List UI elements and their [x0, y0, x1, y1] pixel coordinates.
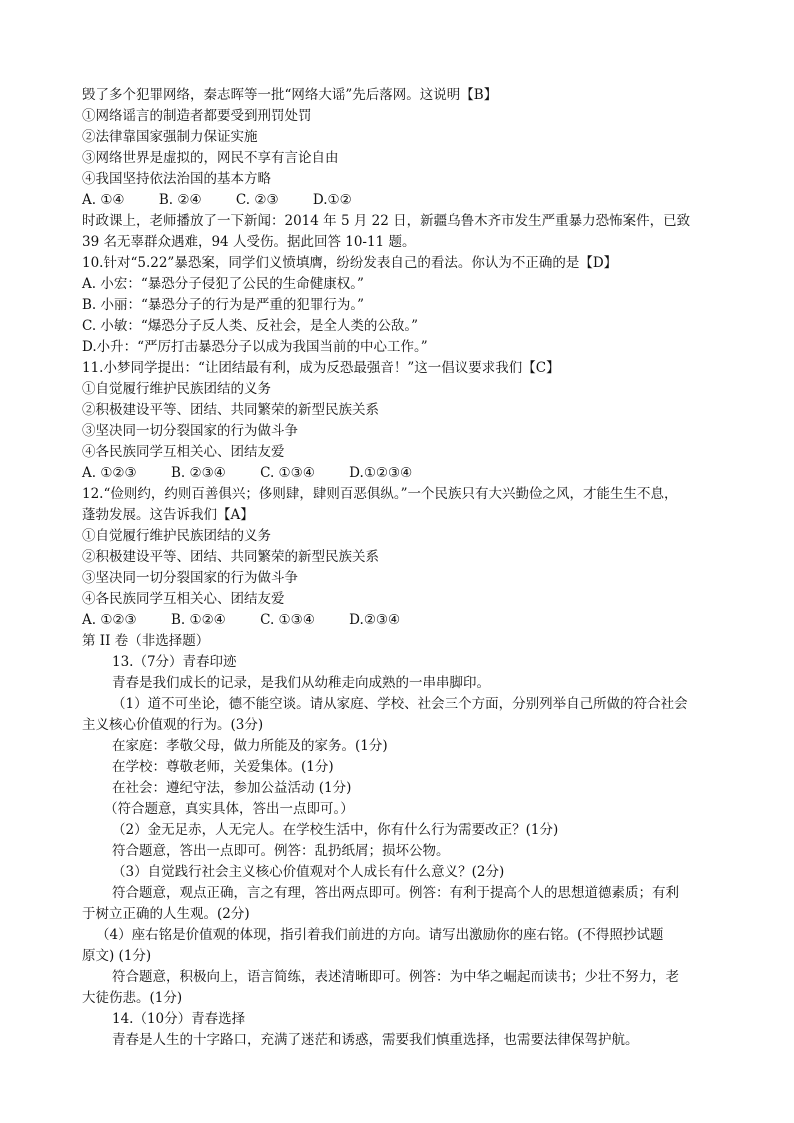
- q12-statement-3: ③坚决同一切分裂国家的行为做斗争: [82, 570, 298, 586]
- q13-part-2: （2）金无足赤，人无完人。在学校生活中，你有什么行为需要改正？(1分): [112, 822, 559, 838]
- question-12-stem-line-1: 12.“俭则约，约则百善俱兴；侈则肆，肆则百恶俱纵。”一个民族只有大兴勤俭之风，才能生生不息，: [82, 486, 678, 502]
- q13-part-4-answer-line-1: 符合题意，积极向上，语言简练，表述清晰即可。例答：为中华之崛起而读书；少壮不努力，老: [112, 969, 679, 985]
- question-9-stem-end: 毁了多个犯罪网络，秦志晖等一批“网络大谣”先后落网。这说明【B】: [82, 87, 498, 103]
- q12-statement-4: ④各民族同学互相关心、团结友爱: [82, 591, 285, 607]
- q11-statement-1: ①自觉履行维护民族团结的义务: [82, 381, 271, 397]
- question-10-stem: 10.针对“5.22”暴恐案，同学们义愤填膺，纷纷发表自己的看法。你认为不正确的是【D】: [82, 255, 618, 271]
- q13-answer-family: 在家庭：孝敬父母，做力所能及的家务。(1分): [112, 738, 388, 754]
- q12-statement-1: ①自觉履行维护民族团结的义务: [82, 528, 271, 544]
- section-2-heading: 第 II 卷（非选择题）: [82, 633, 210, 649]
- q9-options: A. ①④ B. ②④ C. ②③ D.①②: [82, 192, 352, 208]
- q13-part-4-line-1: （4）座右铭是价值观的体现，指引着我们前进的方向。请写出激励你的座右铭。(不得照抄试题: [96, 927, 664, 943]
- q14-intro: 青春是人生的十字路口，充满了迷茫和诱惑，需要我们慎重选择，也需要法律保驾护航。: [112, 1032, 639, 1048]
- q13-answer-society: 在社会：遵纪守法，参加公益活动 (1分): [112, 780, 352, 796]
- q9-statement-2: ②法律靠国家强制力保证实施: [82, 129, 258, 145]
- q13-intro: 青春是我们成长的记录，是我们从幼稚走向成熟的一串串脚印。: [112, 675, 490, 691]
- q13-part-4-answer-line-2: 大徒伤悲。(1分): [82, 990, 183, 1006]
- q10-option-c: C. 小敏：“爆恐分子反人类、反社会，是全人类的公敌。”: [82, 318, 418, 334]
- q10-option-b: B. 小丽：“暴恐分子的行为是严重的犯罪行为。”: [82, 297, 365, 313]
- q13-part-3: （3）自觉践行社会主义核心价值观对个人成长有什么意义？(2分): [112, 864, 505, 880]
- q11-statement-4: ④各民族同学互相关心、团结友爱: [82, 444, 285, 460]
- question-12-stem-line-2: 蓬勃发展。这告诉我们【A】: [82, 507, 254, 523]
- q13-part-2-answer: 符合题意，答出一点即可。例答：乱扔纸屑；损坏公物。: [112, 843, 450, 859]
- q9-statement-1: ①网络谣言的制造者都要受到刑罚处罚: [82, 108, 312, 124]
- q9-statement-3: ③网络世界是虚拟的，网民不享有言论自由: [82, 150, 339, 166]
- question-13-title: 13.（7分）青春印迹: [112, 654, 237, 670]
- q13-part-4-line-2: 原文) (1分): [82, 948, 152, 964]
- q13-answer-school: 在学校：尊敬老师，关爱集体。(1分): [112, 759, 334, 775]
- q11-statement-3: ③坚决同一切分裂国家的行为做斗争: [82, 423, 298, 439]
- q12-options: A. ①②③ B. ①②④ C. ①③④ D.②③④: [82, 612, 401, 628]
- q13-part-3-answer-line-2: 于树立正确的人生观。(2分): [82, 906, 250, 922]
- q13-part-1-note: （符合题意，真实具体，答出一点即可。）: [104, 801, 354, 817]
- q10-option-d: D.小升：“严厉打击暴恐分子以成为我国当前的中心工作。”: [82, 339, 428, 355]
- q13-part-1-line-2: 主义核心价值观的行为。(3分): [82, 717, 264, 733]
- q13-part-1-line-1: （1）道不可坐论，德不能空谈。请从家庭、学校、社会三个方面，分别列举自己所做的符合社会: [112, 696, 688, 712]
- news-intro-line-1: 时政课上，老师播放了一下新闻：2014 年 5 月 22 日，新疆乌鲁木齐市发生严重暴力恐怖案件，已致: [82, 213, 691, 229]
- q11-statement-2: ②积极建设平等、团结、共同繁荣的新型民族关系: [82, 402, 379, 418]
- q9-statement-4: ④我国坚持依法治国的基本方略: [82, 171, 271, 187]
- q12-statement-2: ②积极建设平等、团结、共同繁荣的新型民族关系: [82, 549, 379, 565]
- q13-part-3-answer-line-1: 符合题意，观点正确，言之有理，答出两点即可。例答：有利于提高个人的思想道德素质；有利: [112, 885, 679, 901]
- q10-option-a: A. 小宏：“暴恐分子侵犯了公民的生命健康权。”: [82, 276, 364, 292]
- q11-options: A. ①②③ B. ②③④ C. ①③④ D.①②③④: [82, 465, 413, 481]
- question-11-stem: 11.小梦同学提出：“让团结最有利，成为反恐最强音！”这一倡议要求我们【C】: [82, 360, 560, 376]
- question-14-title: 14.（10分）青春选择: [112, 1011, 246, 1027]
- news-intro-line-2: 39 名无辜群众遇难，94 人受伤。据此回答 10-11 题。: [82, 234, 416, 250]
